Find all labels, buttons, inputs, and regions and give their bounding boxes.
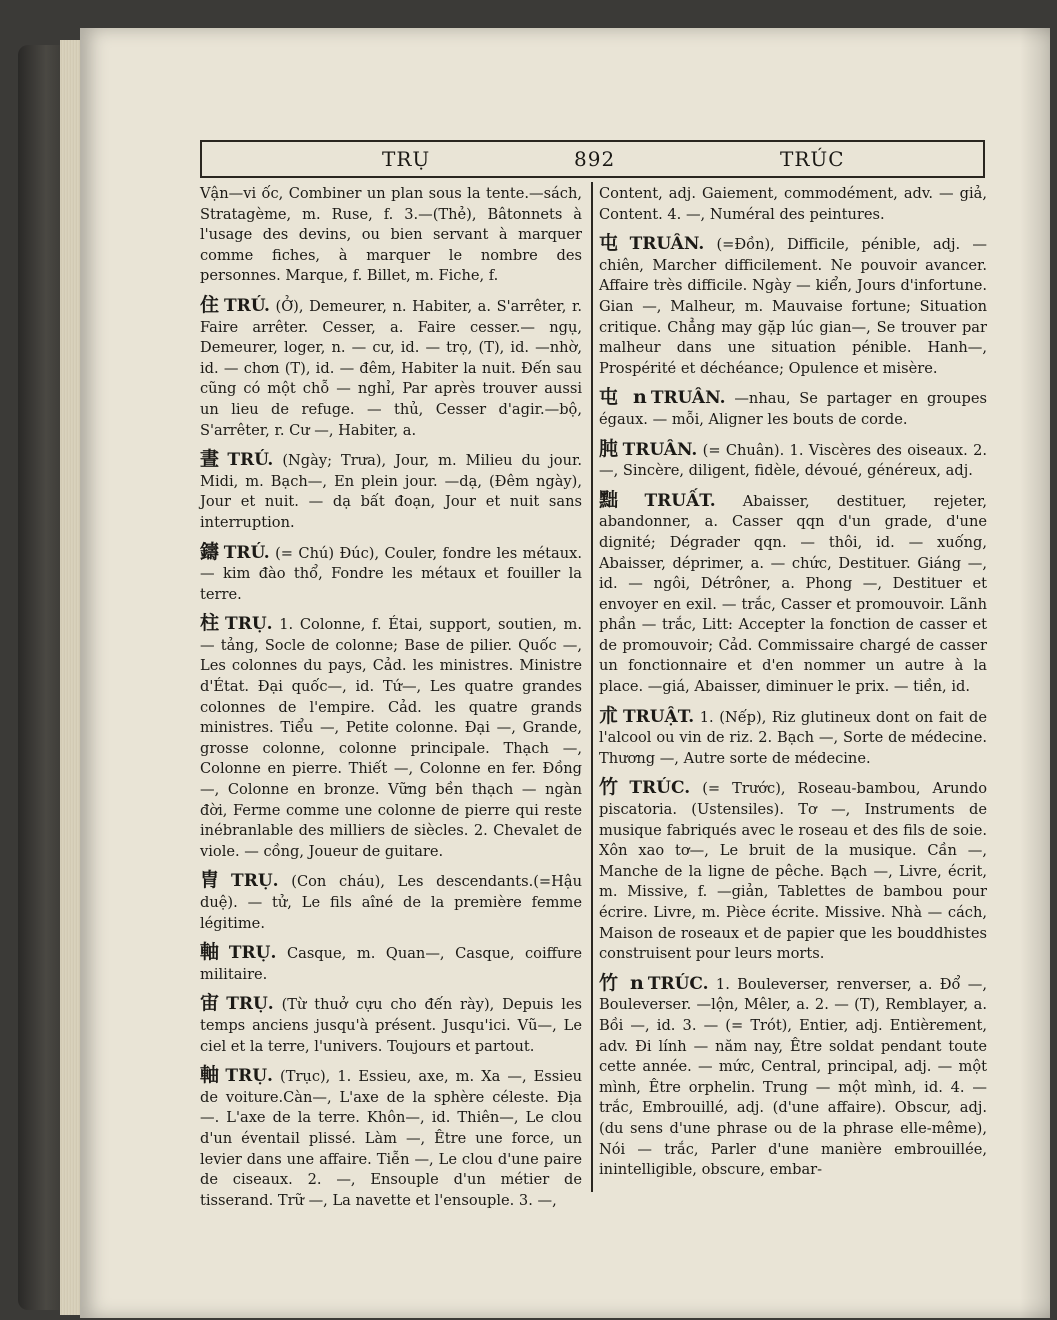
entry-text: (Ở), Demeurer, n. Habiter, a. S'arrêter, r. Faire arrêter. Cesser, a. Faire cesser.— ngụ, Demeurer, loger, n. — cư, id. — trọ, (T), id. —nhờ, id. — chơn (T), id. — đêm, Habiter la nuit. Đến sau cũng có một chỗ — nghỉ, Par après trouver aussi un lieu de refuge. — thủ, Cesser d'agir.—bộ, S'arrêter, r. Cư —, Habiter, a. <box>200 297 582 439</box>
page-number: 892 <box>574 147 616 171</box>
entry <box>200 1065 582 1211</box>
entry <box>200 870 582 934</box>
entry <box>599 973 987 1181</box>
entry-text: (= Chuân). 1. Viscères des oiseaux. 2.—, Sincère, diligent, fidèle, dévoué, généreux, adj. <box>599 441 987 480</box>
entry-text: Content, adj. Gaiement, commodément, adv. — giả, Content. 4. —, Numéral des peintures. <box>599 185 987 223</box>
entry <box>599 233 987 379</box>
entry-text: Casque, m. Quan—, Casque, coiffure militaire. <box>200 945 582 983</box>
entry-character: 住 <box>200 293 220 316</box>
entry-character: 竹 n <box>599 971 644 994</box>
entry-text: (Ngày; Trưa), Jour, m. Milieu du jour. Midi, m. Bạch—, En plein jour. —dạ, (Đêm ngày), Jour et nuit. — dạ bất đoạn, Jour et nuit sans interruption. <box>200 452 582 531</box>
entry <box>599 387 987 430</box>
entry-text: 1. Bouleverser, renverser, a. Đổ —, Bouleverser. —lộn, Mêler, a. 2. — (T), Remblayer, a. Bồi —, id. 3. — (= Trót), Entier, adj. Entièrement, adv. Đi lính — năm nay, Être soldat pendant toute cette année. — mức, Central, principal, adj. — một mình, Être orphelin. Trung — một mình, id. 4. —trắc, Embrouillé, adj. (d'une affaire). Obscur, adj. (du sens d'une phrase ou de la phrase elle-même), Nói — trắc, Parler d'une manière embrouillée, inintelligible, obscure, embar- <box>599 975 987 1179</box>
entry-character: 胄 <box>200 869 228 892</box>
entry-text: (Con cháu), Les descendants.(=Hậu duệ). — tử, Le fils aîné de la première femme légitime. <box>200 873 582 932</box>
entry-headword: TRÚC. <box>629 778 691 799</box>
entry-character: 軸 <box>200 1064 222 1087</box>
entry-headword: TRỤ. <box>225 614 273 635</box>
entry-character: 黜 <box>599 488 641 511</box>
entry-headword: TRUÂN. <box>629 234 705 255</box>
entry <box>200 449 582 533</box>
entry <box>200 542 582 606</box>
entry-headword: TRỤ. <box>226 994 274 1015</box>
entry-character: 朮 <box>599 704 619 727</box>
entry <box>200 993 582 1057</box>
entry-headword: TRÚ. <box>223 542 270 563</box>
entry-text: (Từ thuở cựu cho đến rày), Depuis les temps anciens jusqu'à présent. Jusqu'ici. Vũ—, Le ciel et la terre, l'univers. Toujours et partout. <box>200 996 582 1055</box>
entry-character: 鑄 <box>200 540 220 563</box>
entry <box>200 613 582 862</box>
entry <box>599 439 987 482</box>
entry <box>599 184 987 225</box>
entry-text: (=Đồn), Difficile, pénible, adj. — chiên, Marcher difficilement. Ne pouvoir avancer. Affaire très difficile. Ngày — kiển, Jours d'infortune. Gian —, Malheur, m. Mauvaise fortune; Situation critique. Chẳng may gặp lúc gian—, Se trouver par malheur dans une situation pénible. Hanh—, Prospérité et déchéance; Opulence et misère. <box>599 236 987 377</box>
entry-character: 柱 <box>200 612 222 635</box>
entry-text: (= Trước), Roseau-bambou, Arundo piscatoria. (Ustensiles). Tơ —, Instruments de musique fabriqués avec le roseau et des fils de soie. Xôn xao tơ—, Le bruit de la musique. Cần —, Manche de la ligne de pêche. Bạch —, Livre, écrit, m. Missive, f. —giản, Tablettes de bambou pour écrire. Livre, m. Pièce écrite. Missive. Nhà — cách, Maison de roseaux et de papier que les bouddhistes construisent pour leurs morts. <box>599 780 987 963</box>
entry-text: —nhau, Se partager en groupes égaux. — mỗi, Aligner les bouts de corde. <box>599 390 987 428</box>
entry-character: 肫 <box>599 437 619 460</box>
entry-headword: TRỤ. <box>225 1066 273 1087</box>
left-column <box>200 184 582 1219</box>
entry-character: 竹 <box>599 776 626 799</box>
page-shadow <box>1020 28 1050 1318</box>
entry-headword: TRUÂN. <box>622 439 698 460</box>
entry <box>200 184 582 287</box>
entry-text: (= Chú) Đúc), Couler, fondre les métaux.— kim đào thổ, Fondre les métaux et fouiller la terre. <box>200 544 582 603</box>
entry-character: 軸 <box>200 941 225 964</box>
entry-headword: TRUÂN. <box>650 388 726 409</box>
entry-headword: TRUẬT. <box>622 706 695 727</box>
entry-headword: TRỤ. <box>231 871 279 892</box>
entry-text: (Trục), 1. Essieu, axe, m. Xa —, Essieu de voiture.Càn—, L'axe de la sphère céleste. Địa —. L'axe de la terre. Khôn—, id. Thiên—, Le clou d'un éventail plissé. Làm —, Être une force, un levier dans une affaire. Tiễn —, Le clou d'une paire de ciseaux. 2. —, Ensouple d'un métier de tisserand. Trữ —, La navette et l'ensouple. 3. —, <box>200 1068 582 1209</box>
entry <box>200 942 582 985</box>
entry-headword: TRÚ. <box>223 295 270 316</box>
entry <box>599 777 987 964</box>
entry-text: Vận—vi ốc, Combiner un plan sous la tente.—sách, Stratagème, m. Ruse, f. 3.—(Thẻ), Bâtonnets à l'usage des devins, ou bien servant à marquer comme fiches, à marquer le nombre des personnes. Marque, f. Billet, m. Fiche, f. <box>200 185 582 285</box>
running-header <box>200 140 985 178</box>
entry-character: 宙 <box>200 992 223 1015</box>
column-divider <box>591 182 593 1192</box>
entry <box>599 490 987 698</box>
entry-headword: TRÚ. <box>227 450 274 471</box>
header-right-word: TRÚC <box>780 147 845 171</box>
entry-text: 1. Colonne, f. Étai, support, soutien, m. — tảng, Socle de colonne; Base de pilier. Quốc —, Les colonnes du pays, Cảd. les ministres. Ministre d'État. Đại quốc—, id. Tứ—, Les quatre grandes colonnes de l'empire. Cảd. les quatre grands ministres. Tiểu —, Petite colonne. Đại —, Grande, grosse colonne, colonne principale. Thạch —, Colonne en pierre. Thiết —, Colonne en fer. Đồng —, Colonne en bronze. Vững bền thạch — ngàn đời, Ferme comme une colonne de pierre qui reste inébranlable des milliers de siècles. 2. Chevalet de viole. — cồng, Joueur de guitare. <box>200 616 582 860</box>
entry-headword: TRỤ. <box>228 943 277 964</box>
entry-headword: TRÚC. <box>647 973 709 994</box>
entry-character: 晝 <box>200 448 224 471</box>
entry-text: 1. (Nếp), Riz glutineux dont on fait de l'alcool ou vin de riz. 2. Bạch —, Sorte de médecine. Thương —, Autre sorte de médecine. <box>599 708 987 767</box>
entry-text: Abaisser, destituer, rejeter, abandonner, a. Casser qqn d'un grade, d'une dignité; Dégrader qqn. — thôi, id. — xuống, Abaisser, déprimer, a. — chức, Destituer. Giáng —, id. — ngôi, Détrôner, a. Phong —, Destituer et envoyer en exil. — trắc, Casser et promouvoir. Lãnh phần — trắc, Litt: Accepter la fonction de casser et de promouvoir; Cảd. Commissaire chargé de casser un fonctionnaire et d'en nommer un autre à la place. —giá, Abaisser, diminuer le prix. — tiền, id. <box>599 492 987 696</box>
right-column <box>599 184 987 1189</box>
header-left-word: TRỤ <box>382 147 431 171</box>
entry-character: 屯 <box>599 232 626 255</box>
entry-character: 屯 n <box>599 386 647 409</box>
entry-headword: TRUẤT. <box>644 490 716 511</box>
entry <box>599 706 987 770</box>
entry <box>200 295 582 441</box>
